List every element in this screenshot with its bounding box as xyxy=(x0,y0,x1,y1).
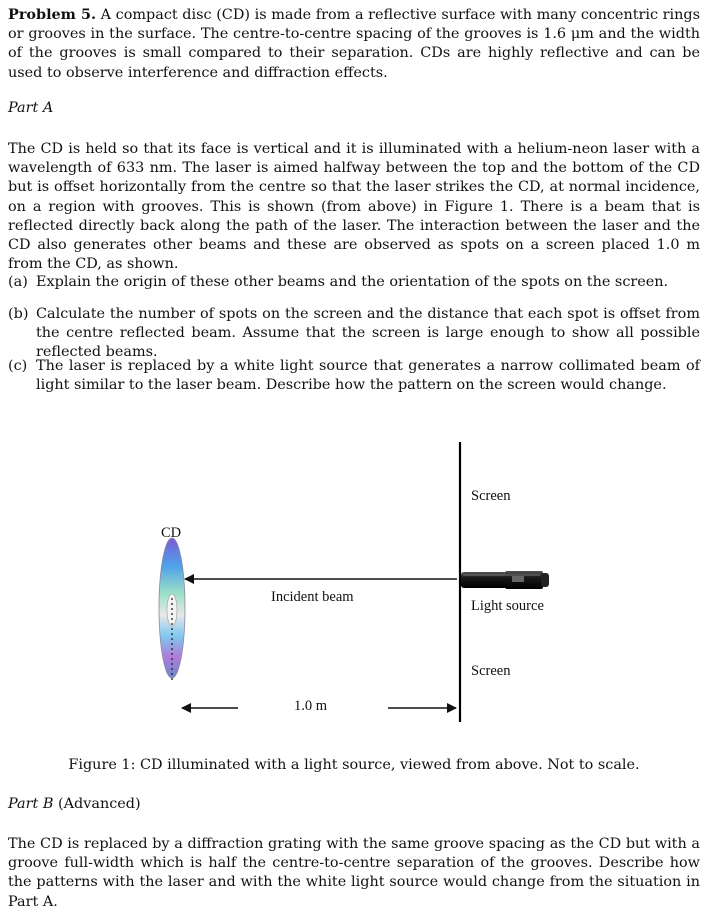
problem-intro xyxy=(8,5,700,83)
question-b-text: Calculate the number of spots on the screen and the distance that each spot is offset from the centre reflected beam. Assume that the screen is large enough to show all possible reflected beams. xyxy=(36,306,700,361)
incident-beam-label: Incident beam xyxy=(271,589,354,605)
screen-top-label: Screen xyxy=(471,488,511,504)
part-b-body: The CD is replaced by a diffraction grating with the same groove spacing as the CD but with a groove full-width which is half the centre-to-centre separation of the grooves. Describe how the patterns with the laser and with the white light source would change from the situation in Part A. xyxy=(8,836,700,910)
figure-caption: Figure 1: CD illuminated with a light source, viewed from above. Not to scale. xyxy=(68,757,640,773)
figure-1 xyxy=(0,430,710,730)
part-b-title xyxy=(8,796,141,812)
question-b xyxy=(8,305,700,363)
problem-heading: Problem 5. xyxy=(8,6,97,23)
cd-disc xyxy=(159,538,185,682)
screen-bottom-label: Screen xyxy=(471,663,511,679)
question-b-label: (b) xyxy=(8,306,29,322)
light-source-label: Light source xyxy=(471,598,544,614)
problem-intro-text: A compact disc (CD) is made from a reflective surface with many concentric rings or grooves in the surface. The centre-to-centre spacing of the grooves is 1.6 μm and the width of the grooves is small compared to their separation. CDs are highly reflective and can be used to observe interference and diffraction effects. xyxy=(8,7,701,81)
distance-label: 1.0 m xyxy=(294,698,328,714)
part-a-body: The CD is held so that its face is vertical and it is illuminated with a helium-neon laser with a wavelength of 633 nm. The laser is aimed halfway between the top and the bottom of the CD but is offset horizontally from the centre so that the laser strikes the CD, at normal incidence, on a region with grooves. This is shown (from above) in Figure 1. There is a beam that is reflected directly back along the path of the laser. The interaction between the laser and the CD also generates other beams and these are observed as spots on a screen placed 1.0 m from the CD, as shown. xyxy=(8,141,700,273)
part-b-title-suffix: (Advanced) xyxy=(53,796,141,812)
question-c-text: The laser is replaced by a white light source that generates a narrow collimated beam of light similar to the laser beam. Describe how the pattern on the screen would change. xyxy=(36,358,700,394)
figure-diagram xyxy=(0,430,710,730)
question-c xyxy=(8,357,700,395)
question-a-text: Explain the origin of these other beams and the orientation of the spots on the screen. xyxy=(36,274,669,290)
cd-label: CD xyxy=(161,525,182,541)
question-a xyxy=(8,273,700,292)
question-a-label: (a) xyxy=(8,274,28,290)
part-a-title: Part A xyxy=(8,100,54,116)
part-b-title-text: Part B xyxy=(8,796,54,812)
question-c-label: (c) xyxy=(8,358,28,374)
light-source-icon xyxy=(461,571,549,589)
